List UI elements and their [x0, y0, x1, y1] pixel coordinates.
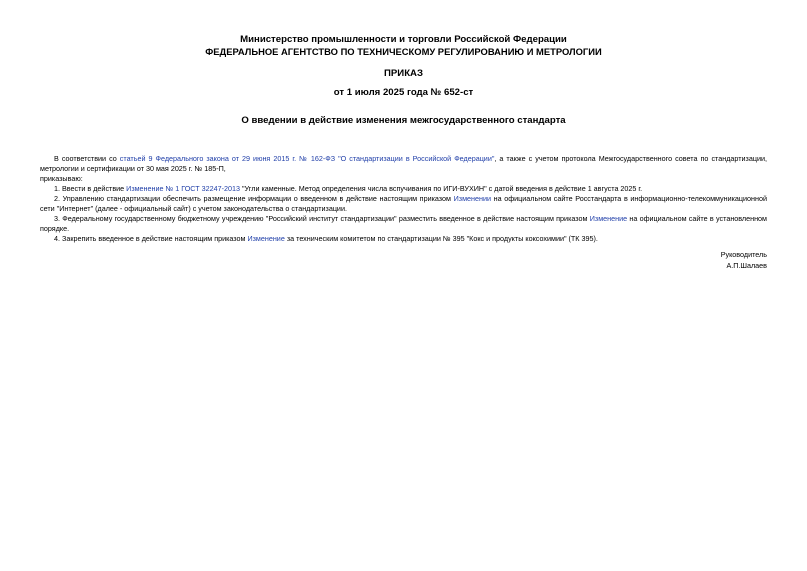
- signatory-role: Руководитель: [720, 250, 767, 259]
- agency-name: ФЕДЕРАЛЬНОЕ АГЕНТСТВО ПО ТЕХНИЧЕСКОМУ РЕГУЛИРОВАНИЮ И МЕТРОЛОГИИ: [205, 46, 602, 57]
- item-3-text-start: 3. Федеральному государственному бюджетному учреждению "Российский институт стандартизации" разместить введенное в действие настоящим приказом: [54, 214, 590, 223]
- orders-line: приказываю:: [40, 174, 83, 183]
- gost-amendment-link[interactable]: Изменение № 1 ГОСТ 32247-2013: [126, 184, 240, 193]
- item-2-text-start: 2. Управлению стандартизации обеспечить размещение информации о введенном в действие настоящим приказом: [54, 194, 454, 203]
- federal-law-link[interactable]: статьей 9 Федерального закона от 29 июня 2015 г. № 162-ФЗ "О стандартизации в Российской Федерации": [119, 154, 495, 163]
- document-subject: О введении в действие изменения межгосударственного стандарта: [241, 115, 566, 126]
- preamble-text-start: В соответствии со: [54, 154, 120, 163]
- item-2-paragraph: [40, 194, 767, 214]
- item-1-text-end: "Угли каменные. Метод определения числа вспучивания по ИГИ-ВУХИН" с датой введения в действие 1 августа 2025 г.: [240, 184, 643, 193]
- item-3-paragraph: [40, 214, 767, 234]
- item-3-text-end: на официальном сайте в установленном порядке.: [40, 214, 768, 233]
- amendment-link-2[interactable]: Изменении: [453, 194, 491, 203]
- amendment-link-4[interactable]: Изменение: [247, 234, 285, 243]
- signatory-name: А.П.Шалаев: [726, 261, 767, 270]
- preamble-text-end: , а также с учетом протокола Межгосударственного совета по стандартизации, метрологии и сертификации от 30 мая 2025 г. № 185-П,: [40, 154, 767, 173]
- ministry-name: Министерство промышленности и торговли Российской Федерации: [240, 34, 567, 45]
- item-4-paragraph: [40, 234, 767, 244]
- item-1-text-start: 1. Ввести в действие: [54, 184, 127, 193]
- amendment-link-3[interactable]: Изменение: [589, 214, 628, 223]
- document-date-number: от 1 июля 2025 года № 652-ст: [333, 87, 474, 98]
- item-2-text-end: на официальном сайте Росстандарта в информационно-телекоммуникационной сети "Интернет" (далее - официальный сайт) с учетом законодательства о стандартизации.: [40, 194, 768, 213]
- item-1-paragraph: [40, 184, 767, 194]
- document-type: ПРИКАЗ: [384, 68, 423, 79]
- item-4-text-start: 4. Закрепить введенное в действие настоящим приказом: [54, 234, 248, 243]
- item-4-text-end: за техническим комитетом по стандартизации № 395 "Кокс и продукты коксохимии" (ТК 395).: [284, 234, 598, 243]
- preamble-paragraph: [40, 154, 767, 174]
- document-body: [40, 154, 767, 244]
